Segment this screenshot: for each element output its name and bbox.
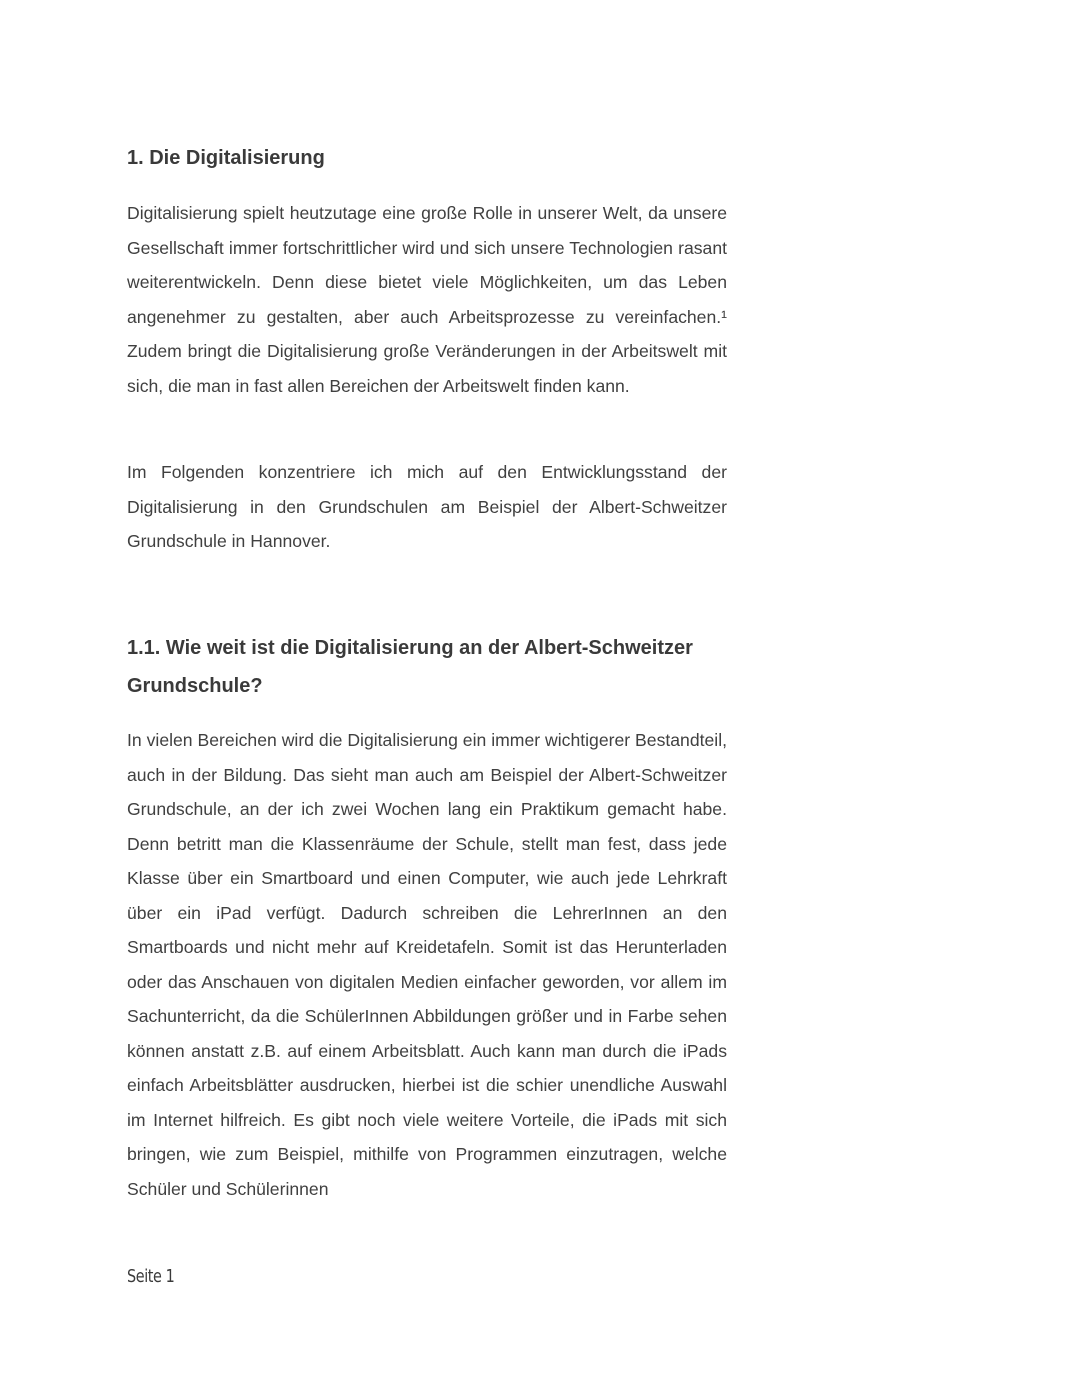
section-heading-1-1: 1.1. Wie weit ist die Digitalisierung an der Albert-Schweitzer Grundschule? <box>127 637 693 697</box>
paragraph-school: In vielen Bereichen wird die Digitalisierung ein immer wichtigerer Bestandteil, auch in der Bildung. Das sieht man auch am Beispiel der Albert-Schweitzer Grundschule, an der ich zwei Wochen lang ein Praktikum gemacht habe. Denn betritt man die Klassenräume der Schule, stellt man fest, dass jede Klasse über ein Smartboard und einen Computer, wie auch jede Lehrkraft über ein iPad verfügt. Dadurch schreiben die LehrerInnen an den Smartboards und nicht mehr auf Kreidetafeln. Somit ist das Herunterladen oder das Anschauen von digitalen Medien einfacher geworden, vor allem im Sachunterricht, da die SchülerInnen Abbildungen größer und in Farbe sehen können anstatt z.B. auf einem Arbeitsblatt. Auch kann man durch die iPads einfach Arbeitsblätter ausdrucken, hierbei ist die schier unendliche Auswahl im Internet hilfreich. Es gibt noch viele weitere Vorteile, die iPads mit sich bringen, wie zum Beispiel, mithilfe von Programmen einzutragen, welche Schüler und Schülerinnen <box>127 730 727 1199</box>
paragraph-intro: Digitalisierung spielt heutzutage eine große Rolle in unserer Welt, da unsere Gesellschaft immer fortschrittlicher wird und sich unsere Technologien rasant weiterentwickeln. Denn diese bietet viele Möglichkeiten, um das Leben angenehmer zu gestalten, aber auch Arbeitsprozesse zu vereinfachen.¹ Zudem bringt die Digitalisierung große Veränderungen in der Arbeitswelt mit sich, die man in fast allen Bereichen der Arbeitswelt finden kann. <box>127 203 727 396</box>
paragraph-focus: Im Folgenden konzentriere ich mich auf den Entwicklungsstand der Digitalisierung in den Grundschulen am Beispiel der Albert-Schweitzer Grundschule in Hannover. <box>127 462 727 551</box>
section-heading-1: 1. Die Digitalisierung <box>127 147 325 169</box>
page-number: Seite 1 <box>127 1266 175 1287</box>
